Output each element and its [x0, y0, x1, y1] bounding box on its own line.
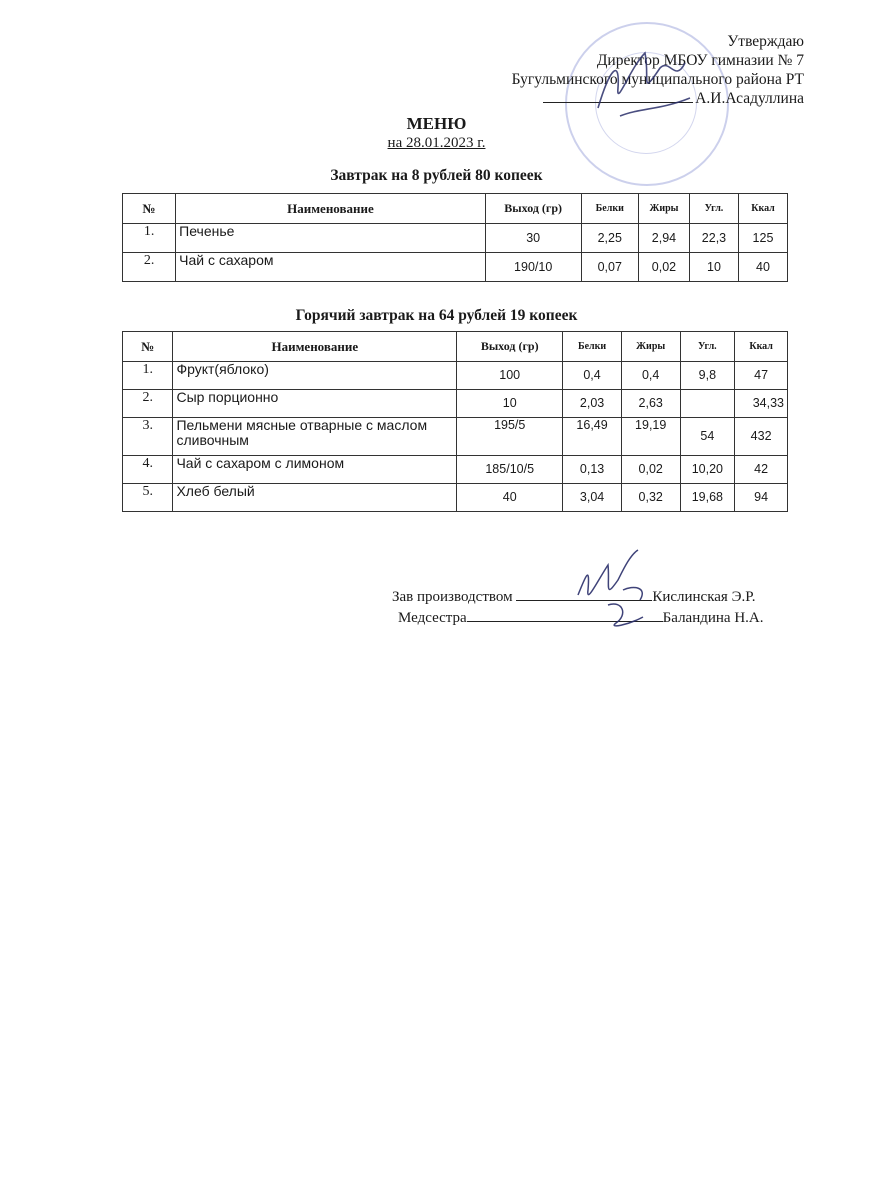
col-num: № [123, 194, 176, 224]
approval-name: А.И.Асадуллина [695, 90, 804, 107]
row-name: Сыр порционно [173, 390, 457, 418]
row-protein: 2,03 [563, 390, 622, 418]
production-name: Кислинская Э.Р. [652, 589, 756, 605]
table-row [123, 253, 788, 282]
col-output: Выход (гр) [485, 194, 581, 224]
table-row [123, 362, 788, 390]
nurse-name: Баландина Н.А. [662, 610, 764, 626]
production-signature [568, 545, 678, 635]
col-fat: Жиры [638, 194, 689, 224]
row-num: 5. [123, 484, 173, 512]
row-output: 30 [485, 224, 581, 253]
row-name: Чай с сахаром с лимоном [173, 456, 457, 484]
row-num: 2. [123, 390, 173, 418]
row-fat: 2,63 [621, 390, 680, 418]
row-num: 2. [123, 253, 176, 282]
row-kcal: 125 [738, 224, 787, 253]
row-num: 1. [123, 224, 176, 253]
hot-breakfast-table [122, 331, 788, 512]
row-carbs: 10,20 [680, 456, 735, 484]
row-protein: 0,13 [563, 456, 622, 484]
approval-heading: Утверждаю [727, 33, 804, 50]
row-kcal: 94 [735, 484, 788, 512]
approval-organization: Бугульминского муниципального района РТ [511, 71, 804, 88]
row-carbs: 54 [680, 418, 735, 456]
row-carbs: 9,8 [680, 362, 735, 390]
row-output: 190/10 [485, 253, 581, 282]
col-num: № [123, 332, 173, 362]
col-carbs: Угл. [689, 194, 738, 224]
hot-breakfast-caption: Горячий завтрак на 64 рублей 19 копеек [295, 307, 578, 324]
row-num: 4. [123, 456, 173, 484]
row-carbs [680, 390, 735, 418]
row-num: 3. [123, 418, 173, 456]
col-kcal: Ккал [738, 194, 787, 224]
table-row [123, 390, 788, 418]
col-name: Наименование [176, 194, 486, 224]
col-protein: Белки [563, 332, 622, 362]
row-name: Пельмени мясные отварные с маслом сливочным [173, 418, 457, 456]
table-row [123, 418, 788, 456]
row-fat: 19,19 [621, 418, 680, 456]
table-header-row [123, 332, 788, 362]
row-name: Чай с сахаром [176, 253, 486, 282]
production-label: Зав производством [392, 589, 513, 605]
col-carbs: Угл. [680, 332, 735, 362]
approval-position: Директор МБОУ гимназии № 7 [596, 52, 804, 69]
row-kcal: 34,33 [735, 390, 788, 418]
table-header-row [123, 194, 788, 224]
row-name: Фрукт(яблоко) [173, 362, 457, 390]
col-fat: Жиры [621, 332, 680, 362]
row-fat: 0,02 [638, 253, 689, 282]
row-output: 10 [457, 390, 563, 418]
row-fat: 0,02 [621, 456, 680, 484]
col-kcal: Ккал [735, 332, 788, 362]
row-kcal: 432 [735, 418, 788, 456]
row-protein: 3,04 [563, 484, 622, 512]
row-fat: 2,94 [638, 224, 689, 253]
row-fat: 0,4 [621, 362, 680, 390]
row-name: Хлеб белый [173, 484, 457, 512]
col-name: Наименование [173, 332, 457, 362]
row-fat: 0,32 [621, 484, 680, 512]
row-output: 195/5 [457, 418, 563, 456]
row-protein: 0,4 [563, 362, 622, 390]
table-row [123, 456, 788, 484]
row-output: 40 [457, 484, 563, 512]
row-carbs: 10 [689, 253, 738, 282]
row-carbs: 22,3 [689, 224, 738, 253]
row-kcal: 47 [735, 362, 788, 390]
row-kcal: 42 [735, 456, 788, 484]
row-protein: 2,25 [581, 224, 638, 253]
breakfast-table [122, 193, 788, 282]
row-protein: 16,49 [563, 418, 622, 456]
row-output: 100 [457, 362, 563, 390]
row-protein: 0,07 [581, 253, 638, 282]
row-name: Печенье [176, 224, 486, 253]
row-kcal: 40 [738, 253, 787, 282]
row-num: 1. [123, 362, 173, 390]
menu-date: на 28.01.2023 г. [387, 135, 486, 151]
col-protein: Белки [581, 194, 638, 224]
breakfast-caption: Завтрак на 8 рублей 80 копеек [330, 167, 543, 184]
nurse-label: Медсестра [398, 610, 467, 626]
table-row [123, 224, 788, 253]
col-output: Выход (гр) [457, 332, 563, 362]
row-output: 185/10/5 [457, 456, 563, 484]
row-carbs: 19,68 [680, 484, 735, 512]
page-title: МЕНЮ [406, 114, 467, 133]
table-row [123, 484, 788, 512]
